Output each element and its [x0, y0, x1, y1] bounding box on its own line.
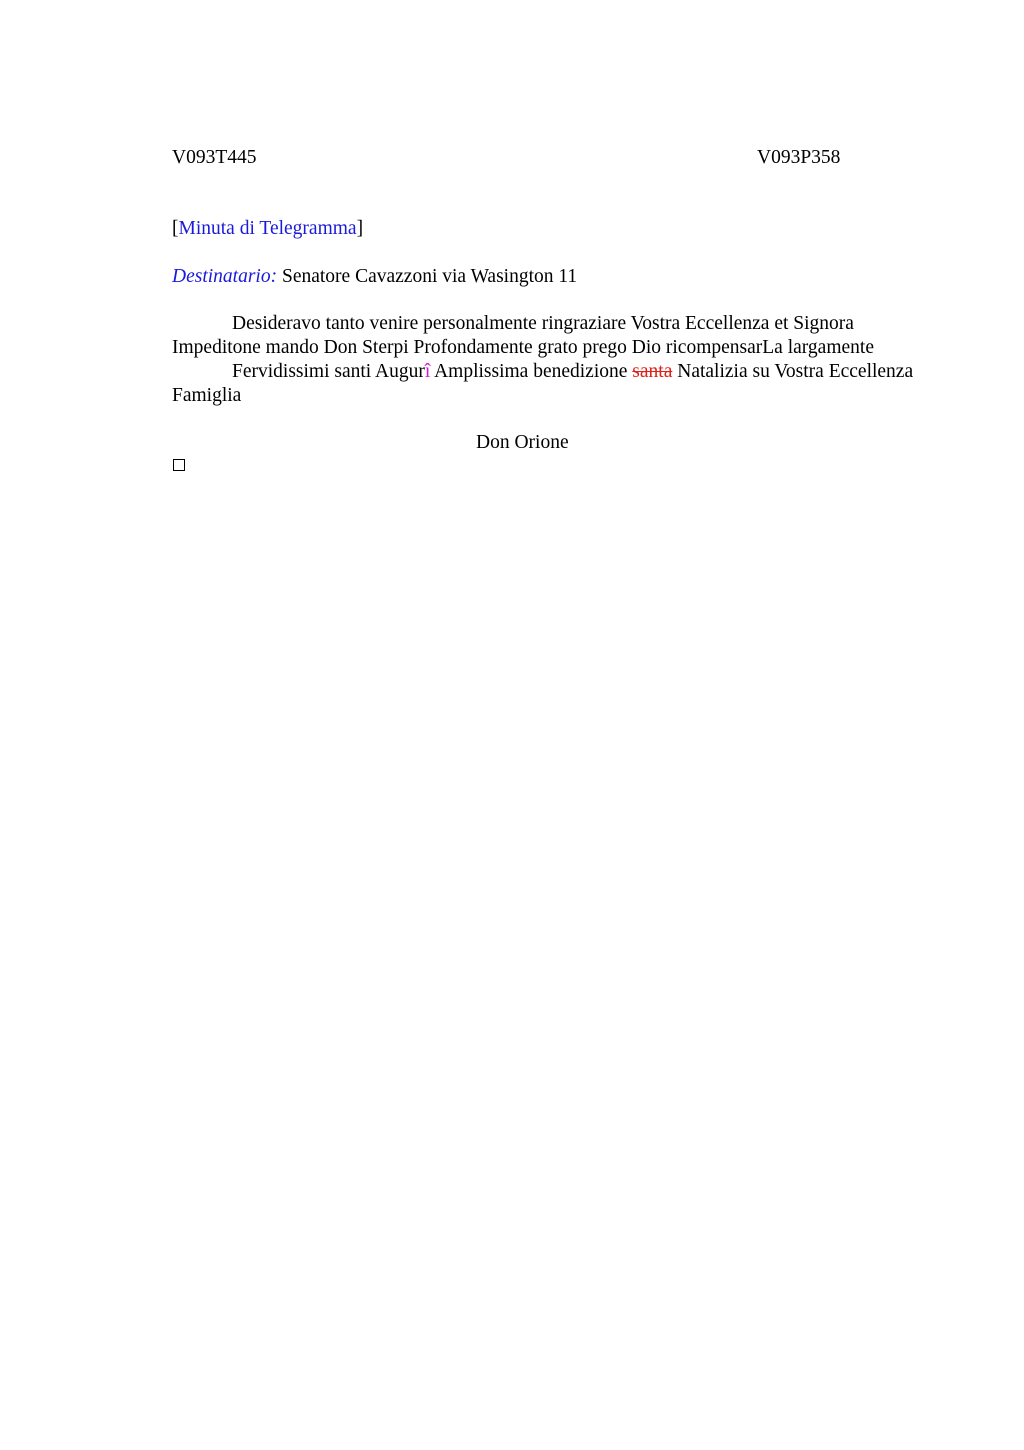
document-type-label: Minuta di Telegramma	[178, 218, 357, 239]
paragraph-2-part-1: Fervidissimi santi Augur	[232, 361, 425, 382]
paragraph-2-part-3: Natalizia su Vostra Eccellenza Famiglia	[172, 361, 914, 406]
body-paragraph-1: Desideravo tanto venire personalmente ringraziare Vostra Eccellenza et Signora Impeditone mando Don Sterpi Profondamente grato prego Dio ricompensarLa largamente	[172, 313, 874, 358]
signature: Don Orione	[476, 432, 569, 453]
open-bracket: [	[172, 218, 179, 239]
document-code-left: V093T445	[172, 147, 257, 168]
recipient-value: Senatore Cavazzoni via Wasington 11	[277, 266, 578, 287]
correction-accent: î	[424, 361, 431, 382]
telegram-body	[172, 312, 932, 408]
body-paragraph-2	[172, 360, 932, 408]
deleted-word: santa	[632, 361, 673, 382]
document-type	[172, 217, 363, 241]
document-code-right: V093P358	[757, 147, 841, 168]
recipient-label: Destinatario:	[172, 266, 278, 287]
recipient-line	[172, 265, 577, 289]
square-box-icon	[173, 459, 185, 471]
close-bracket: ]	[356, 218, 364, 239]
paragraph-2-part-2: Amplissima benedizione	[430, 361, 633, 382]
